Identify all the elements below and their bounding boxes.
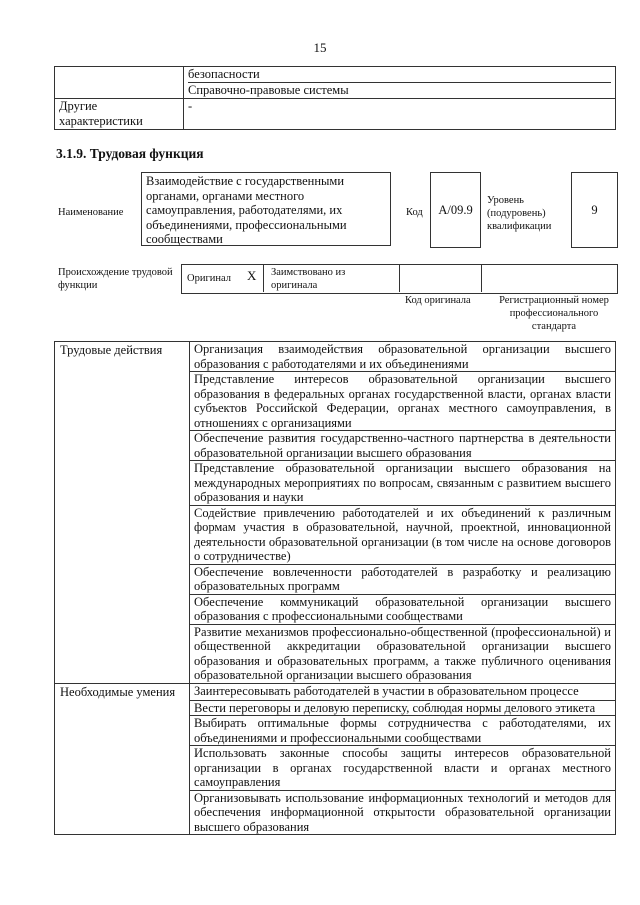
category-cell — [55, 431, 190, 461]
labor-action: Обеспечение развития государственно-частного партнерства в деятельности образовательной организации высшего образования — [190, 431, 616, 461]
row-value — [184, 67, 616, 99]
category-cell — [55, 624, 190, 683]
origin-divider — [481, 264, 482, 292]
table-row — [55, 461, 616, 506]
section-title: 3.1.9. Трудовая функция — [56, 146, 204, 161]
table-row — [55, 505, 616, 564]
origin-label: Происхождение трудовой функции — [58, 267, 173, 291]
category-label: Необходимые умения — [55, 683, 190, 700]
name-value-box — [141, 172, 391, 246]
origin-divider — [399, 264, 400, 292]
skill: Вести переговоры и деловую переписку, соблюдая нормы делового этикета — [190, 700, 616, 716]
labor-action: Содействие привлечению работодателей и их объединений к различным формам участия в образовательной, научной, проектной, инновационной деятельности образовательной организации (в том числе на основе договоров о сотрудничестве) — [190, 505, 616, 564]
value-line: безопасности — [188, 67, 611, 83]
name-value: Взаимодействие с государственными органами, органами местного самоуправления, работодателями, их объединениями, профессиональными сообществами — [146, 174, 347, 246]
table-row — [55, 99, 616, 130]
code-label: Код — [406, 207, 423, 218]
labor-action: Представление интересов образовательной организации высшего образования в федеральных органах государственной власти, органах власти субъектов Российской Федерации, органах местного самоуправления, в отношениях с организациями — [190, 372, 616, 431]
table-row — [55, 683, 616, 700]
skill: Выбирать оптимальные формы сотрудничества с работодателями, их объединениями и профессиональными сообществами — [190, 716, 616, 746]
category-cell — [55, 700, 190, 716]
value-line: - — [188, 99, 193, 113]
code-value: A/09.9 — [438, 202, 473, 217]
level-value-box — [571, 172, 618, 248]
category-cell — [55, 594, 190, 624]
skill: Использовать законные способы защиты интересов образовательной организации в органах государственной власти и органах местного самоуправления — [190, 746, 616, 791]
table-row — [55, 700, 616, 716]
category-cell — [55, 505, 190, 564]
table-row — [55, 716, 616, 746]
table-row — [55, 372, 616, 431]
labor-action: Обеспечение вовлеченности работодателей в разработку и реализацию образовательных программ — [190, 564, 616, 594]
category-cell — [55, 716, 190, 746]
labor-action: Организация взаимодействия образовательной организации высшего образования с работодателями и их объединениями — [190, 342, 616, 372]
original-mark: X — [247, 268, 257, 283]
table-row — [55, 67, 616, 99]
category-cell — [55, 790, 190, 835]
reg-caption: Регистрационный номер профессионального стандарта — [499, 295, 609, 332]
category-cell — [55, 564, 190, 594]
row-label: Другие характеристики — [55, 99, 184, 130]
code-caption: Код оригинала — [405, 295, 471, 306]
row-value — [184, 99, 616, 130]
continuation-table — [54, 66, 616, 130]
table-row — [55, 746, 616, 791]
code-value-box — [430, 172, 481, 248]
table-row — [55, 790, 616, 835]
table-row — [55, 624, 616, 683]
skill: Заинтересовывать работодателей в участии в образовательном процессе — [190, 683, 616, 700]
name-label: Наименование — [58, 207, 124, 218]
row-label — [55, 67, 184, 99]
level-label: Уровень (подуровень) квалификации — [487, 195, 552, 232]
labor-action: Представление образовательной организации высшего образования на международных мероприятиях по вопросам, связанным с развитием высшего образования и науки — [190, 461, 616, 506]
table-row — [55, 431, 616, 461]
category-cell — [55, 372, 190, 431]
skill: Организовывать использование информационных технологий и методов для обеспечения информационной открытости образовательной организации высшего образования — [190, 790, 616, 835]
category-label: Трудовые действия — [55, 342, 190, 372]
table-row — [55, 594, 616, 624]
function-details-table — [54, 341, 616, 835]
page-number: 15 — [313, 40, 327, 55]
category-cell — [55, 461, 190, 506]
table-row — [55, 342, 616, 372]
category-cell — [55, 746, 190, 791]
original-label: Оригинал — [187, 273, 231, 284]
borrowed-label: Заимствовано из оригинала — [271, 267, 346, 291]
labor-action: Развитие механизмов профессионально-общественной (профессиональной) и общественной аккредитации образовательной организации высшего образования и образовательных программ, а также публичного оценивания образовательной организации высшего образования — [190, 624, 616, 683]
labor-action: Обеспечение коммуникаций образовательной организации высшего образования с профессиональными сообществами — [190, 594, 616, 624]
table-row — [55, 564, 616, 594]
value-line: Справочно-правовые системы — [188, 83, 349, 97]
origin-divider — [263, 264, 264, 292]
level-value: 9 — [591, 202, 598, 217]
